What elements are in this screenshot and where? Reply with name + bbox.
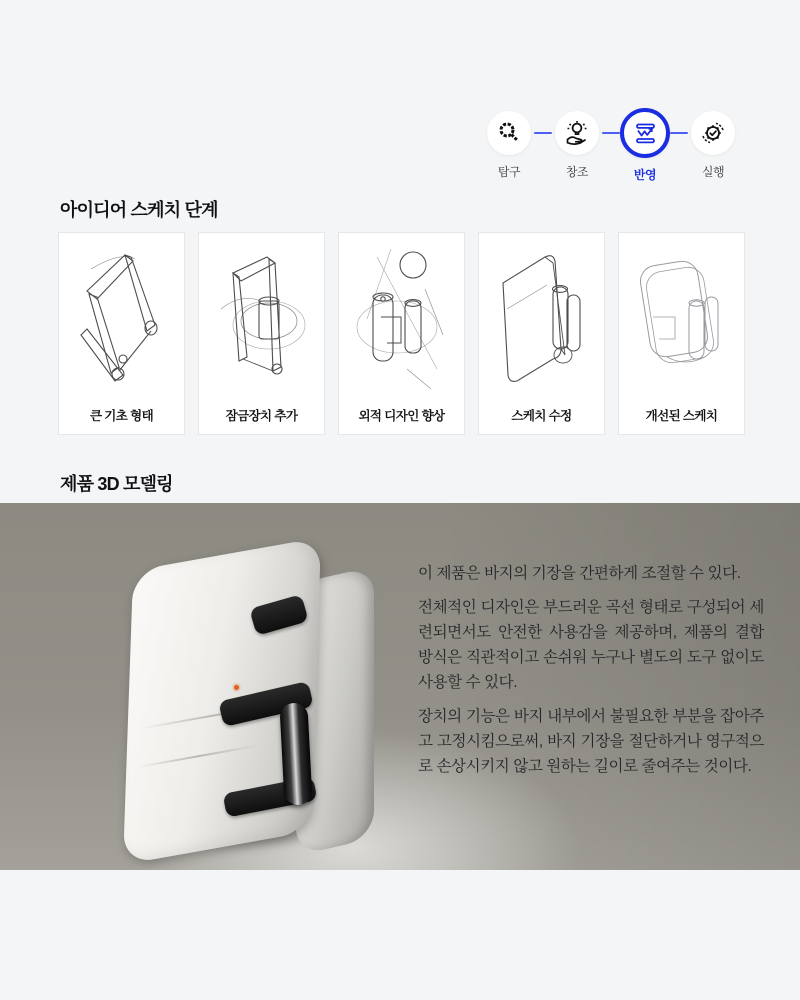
card-caption: 스케치 수정	[511, 409, 572, 423]
product-description	[418, 561, 764, 779]
card-caption: 개선된 스케치	[645, 409, 718, 423]
product-led-dot	[234, 685, 239, 690]
product-metal-rod	[279, 702, 312, 805]
process-step-label: 탐구	[497, 165, 521, 179]
idea-hand-icon	[564, 120, 590, 146]
process-step-circle	[555, 111, 599, 155]
sketch-cards-row	[58, 232, 745, 435]
card-caption: 큰 기초 형태	[89, 409, 154, 423]
reflect-icon	[632, 120, 659, 147]
sketch-card-4	[478, 232, 605, 435]
execute-gear-icon	[700, 120, 726, 146]
search-icon	[496, 120, 522, 146]
sketch-card-2	[198, 232, 325, 435]
description-paragraph-1: 이 제품은 바지의 기장을 간편하게 조절할 수 있다.	[418, 565, 741, 582]
sketch-card-1	[58, 232, 185, 435]
product-3d-render	[0, 503, 420, 870]
description-paragraph-2: 전체적인 디자인은 부드러운 곡선 형태로 구성되어 세련되면서도 안전한 사용감을 제공하며, 제품의 결합 방식은 직관적이고 손쉬워 누구나 별도의 도구 없이도 사용할 수 있다.	[418, 599, 764, 691]
panel-crease-line	[138, 745, 258, 768]
card-caption: 잠금장치 추가	[225, 409, 298, 423]
sketch-section-title: 아이디어 스케치 단계	[60, 200, 218, 220]
process-connector	[534, 132, 552, 134]
modeling-banner	[0, 503, 800, 870]
description-paragraph-3: 장치의 기능은 바지 내부에서 불필요한 부분을 잡아주고 고정시킴으로써, 바지 기장을 절단하거나 영구적으로 손상시키지 않고 원하는 길이로 줄여주는 것이다.	[418, 708, 764, 775]
card-caption: 외적 디자인 향상	[358, 409, 445, 423]
process-strip	[484, 108, 738, 183]
process-step-label: 반영	[633, 168, 657, 182]
process-step-label: 창조	[565, 165, 589, 179]
process-step-circle	[620, 108, 670, 158]
process-step-execute	[688, 108, 738, 180]
process-step-label: 실행	[701, 165, 725, 179]
process-step-circle	[691, 111, 735, 155]
process-step-reflect-active	[620, 108, 670, 183]
process-step-explore	[484, 108, 534, 180]
process-step-circle	[487, 111, 531, 155]
process-step-create	[552, 108, 602, 180]
sketch-card-5	[618, 232, 745, 435]
modeling-section-title: 제품 3D 모델링	[60, 474, 173, 494]
process-connector	[602, 132, 620, 134]
process-connector	[670, 132, 688, 134]
sketch-card-3	[338, 232, 465, 435]
